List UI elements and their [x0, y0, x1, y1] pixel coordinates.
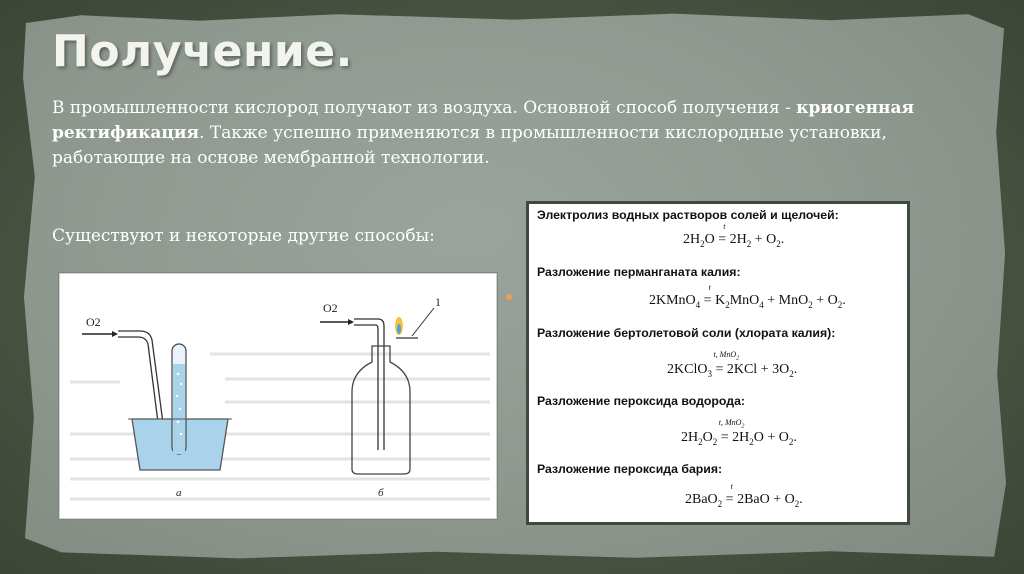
- intro-text-1: В промышленности кислород получают из воздуха. Основной способ получения -: [52, 98, 797, 118]
- intro-text-2: . Также успешно применяются в промышленности кислородные установки, работающие на основе мембранной технологии.: [52, 123, 887, 168]
- figure-label-b: б: [378, 487, 384, 499]
- water-displacement-apparatus: [82, 315, 232, 499]
- equation-permanganate: 2KMnO$_4$ = t $K_2MnO_4 + MnO_2 + O_2$.: [649, 283, 846, 310]
- reaction-heading-permanganate: Разложение перманганата калия:: [537, 265, 741, 279]
- equation-electrolysis: $2H_2O$ = t $2H_2 + O_2$.: [683, 222, 785, 249]
- reaction-heading-electrolysis: Электролиз водных растворов солей и щелочей:: [537, 208, 839, 222]
- reaction-heading-peroxide-ba: Разложение пероксида бария:: [537, 462, 723, 476]
- callout-1: 1: [435, 295, 441, 309]
- intro-bold-term: криогенная ректификация: [52, 98, 915, 143]
- reaction-heading-peroxide-h: Разложение пероксида водорода:: [537, 394, 746, 408]
- apparatus-figure: [59, 273, 497, 519]
- gas-label-a: O2: [86, 315, 101, 329]
- equation-chlorate: 2KClO$_3$ = t, MnO$_2$ $2KCl + 3O_2$.: [667, 350, 798, 379]
- air-displacement-apparatus: [320, 295, 441, 499]
- gas-label-b: O2: [323, 301, 338, 315]
- figure-label-a: а: [176, 487, 182, 499]
- apparatus-drawing: [60, 274, 496, 518]
- equation-peroxide-ba: 2BaO$_2$ = t $2BaO + O_2$.: [685, 482, 803, 509]
- other-methods-text: Существуют и некоторые другие способы:: [52, 226, 435, 246]
- reactions-panel: [526, 201, 910, 525]
- reaction-heading-chlorate: Разложение бертолетовой соли (хлората калия):: [537, 326, 836, 340]
- bullet-dot: [506, 294, 512, 300]
- intro-paragraph: [52, 96, 932, 171]
- slide-title: Получение.: [52, 26, 353, 77]
- equation-peroxide-h: $2H_2O_2$ = t, MnO$_2$ $2H_2O + O_2$.: [681, 418, 797, 447]
